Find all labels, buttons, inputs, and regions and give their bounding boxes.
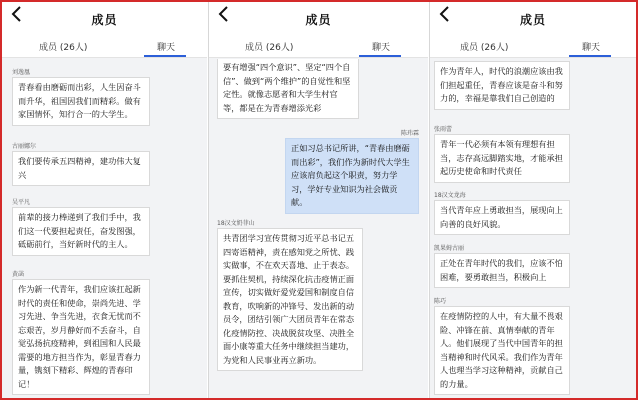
tab-active-indicator [144, 55, 186, 57]
list-item [217, 219, 363, 371]
sender-name: 古丽娜尔 [12, 143, 37, 150]
page-title: 成员 [519, 13, 546, 27]
message-bubble[interactable]: 正如习总书记所讲，“青春由磨砺而出彩”，我们作为新时代大学生应该肩负起这个职责，努力学习，学好专业知识为社会做贡献。 [285, 138, 419, 214]
message-bubble[interactable]: 作为新一代青年，我们应该扛起新时代的责任和使命，崇尚先进、学习先进、争当先进，衣食无忧而不忘艰苦，岁月静好而不丢奋斗，自觉弘扬抗疫精神，到祖国和人民最需要的地方担当作为，彰显青春力量，镌刻下精彩、辉煌的青春印记！ [12, 279, 150, 395]
message-bubble[interactable]: 要有增强“四个意识”、坚定“四个自信”、做到“两个维护”的自觉性和坚定性。就像志愿者和大学生村官等，都是在为青春增添光彩 [217, 59, 359, 119]
message-bubble[interactable]: 共青团学习宣传贯彻习近平总书记五四寄语精神，责在感知党之所忧、践实做事，不在欢天喜地、止于表态。要抓住契机，持续深化抗击疫情正面宣传，切实做好爱党爱国和制度自信教育，吹响新的冲锋号、发出新的动员令，团结引领广大团员青年在常态化疫情防控、决战脱贫攻坚、决胜全面小康等重大任务中继续担当建功，为党和人民事业再立新功。 [217, 228, 363, 371]
message-bubble[interactable]: 青春看由磨砺而出彩，人生因奋斗而升华，祖国因我们而精彩。做有家国情怀，知行合一的大学生。 [12, 77, 150, 126]
nav-bar [2, 2, 207, 34]
tab-chat[interactable]: 聊天 [157, 43, 176, 53]
message-bubble[interactable]: 青年一代必须有本领有理想有担当，志存高远脚踏实地，才能承担起历史使命和时代责任 [434, 134, 570, 183]
tab-members[interactable]: 成员 (26人) [460, 43, 509, 53]
nav-bar [209, 2, 428, 34]
list-item [12, 270, 150, 395]
list-item [434, 125, 570, 183]
list-item [12, 198, 150, 256]
tab-bar [430, 34, 636, 58]
sender-name: 18汉文奶菲山 [217, 220, 255, 227]
list-item [434, 297, 570, 395]
list-item [12, 68, 150, 126]
chat-list[interactable] [209, 59, 428, 398]
tab-active-indicator [569, 55, 611, 57]
sender-name: 刘逸凰 [12, 69, 31, 76]
tab-chat[interactable]: 聊天 [582, 43, 601, 53]
message-bubble[interactable]: 前辈的接力棒递到了我们手中，我们这一代要担起责任，奋发图强，砥砺前行，当好新时代的主人。 [12, 207, 150, 256]
phone-panel-2 [208, 2, 428, 398]
phone-panel-3 [429, 2, 636, 398]
sender-name: 陈巧 [434, 298, 447, 305]
tab-active-indicator [359, 55, 401, 57]
tab-members[interactable]: 成员 (26人) [245, 43, 294, 53]
sender-name: 黄菡 [12, 271, 25, 278]
message-bubble[interactable]: 当代青年应上勇敢担当，展现向上向善的良好风貌。 [434, 200, 570, 235]
sender-name: 陈玮霖 [400, 130, 419, 137]
list-item [434, 244, 570, 288]
list-item [12, 142, 150, 186]
list-item [285, 129, 419, 214]
list-item [434, 61, 570, 110]
sender-name: 张雨蕾 [434, 126, 453, 133]
chat-list[interactable] [2, 59, 207, 398]
page-title: 成员 [91, 13, 118, 27]
phone-panel-1 [2, 2, 207, 398]
message-bubble[interactable]: 作为青年人，时代的浪潮应该由我们担起重任，青春应该是奋斗和努力的，幸福是靠我们自己创造的 [434, 61, 570, 110]
list-item [217, 59, 359, 119]
sender-name: 18汉文龙海 [434, 192, 466, 199]
message-bubble[interactable]: 在疫情防控的人中，有大量不畏艰险、冲锋在前、真情奉献的青年人。他们展现了当代中国青年的担当精神和时代风采。我们作为青年人也理当学习这种精神，贡献自己的力量。 [434, 306, 570, 395]
sender-name: 吴平凡 [12, 199, 31, 206]
tab-bar [2, 34, 207, 58]
list-item [434, 191, 570, 235]
message-bubble[interactable]: 我们要传承五四精神，建功伟大复兴 [12, 151, 150, 186]
tab-bar [209, 34, 428, 58]
page-title: 成员 [305, 13, 332, 27]
sender-name: 凯果姆古丽 [434, 245, 465, 252]
message-bubble[interactable]: 正处在青年时代的我们，应该不怕困难，要勇敢担当，积极向上 [434, 253, 570, 288]
chat-list[interactable] [430, 59, 636, 398]
nav-bar [430, 2, 636, 34]
tab-members[interactable]: 成员 (26人) [39, 43, 88, 53]
tab-chat[interactable]: 聊天 [372, 43, 391, 53]
